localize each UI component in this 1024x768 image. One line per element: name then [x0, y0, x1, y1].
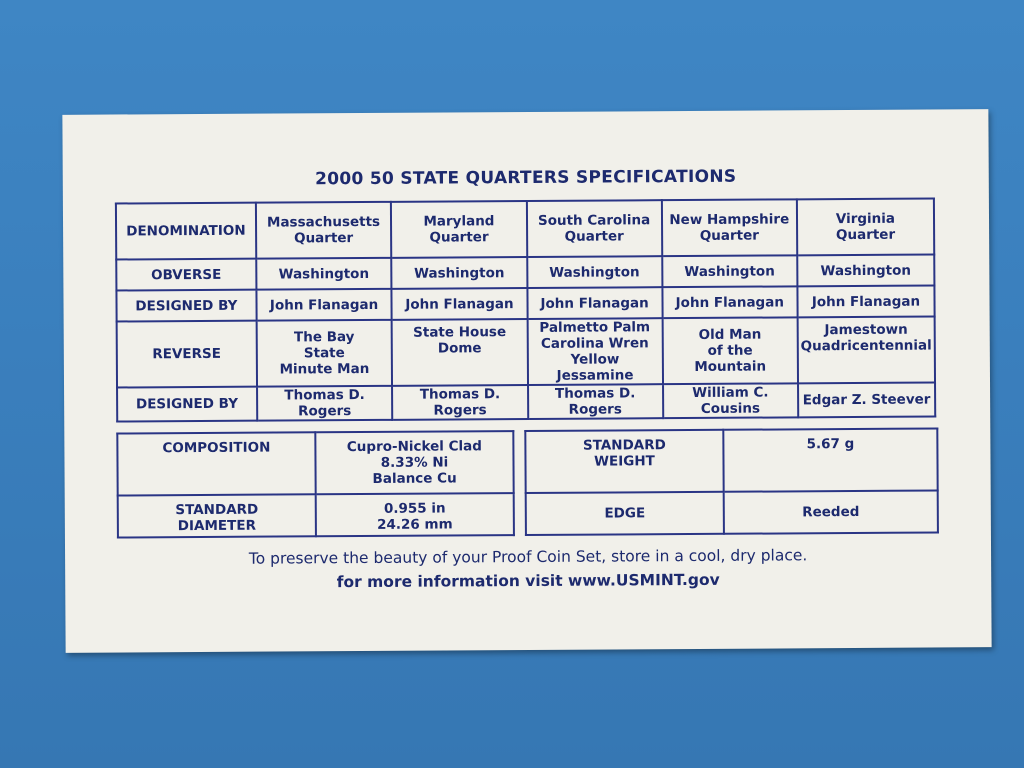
- table-cell: Virginia Quarter: [797, 199, 934, 256]
- spec-label: COMPOSITION: [117, 432, 315, 495]
- table-cell: Washington: [392, 257, 527, 289]
- table-row: [116, 199, 934, 260]
- spec-card: [62, 109, 991, 653]
- table-cell: Thomas D. Rogers: [528, 384, 663, 419]
- table-cell: Massachusetts Quarter: [256, 202, 392, 259]
- spec-label: EDGE: [526, 492, 724, 535]
- table-row: [116, 286, 934, 322]
- row-label: REVERSE: [117, 321, 257, 388]
- table-row: [117, 317, 935, 388]
- quarters-spec-table: [115, 198, 936, 423]
- table-cell: Palmetto Palm Carolina Wren Yellow Jessamine: [527, 318, 663, 385]
- physical-specs-table-right: [524, 427, 939, 536]
- physical-specs-table-left: [116, 430, 515, 538]
- table-row: [117, 431, 513, 495]
- table-cell: New Hampshire Quarter: [662, 199, 798, 256]
- table-row: [118, 493, 514, 537]
- row-label: DESIGNED BY: [116, 290, 256, 322]
- row-label: OBVERSE: [116, 259, 256, 291]
- table-cell: John Flanagan: [392, 288, 527, 320]
- row-label: DESIGNED BY: [117, 387, 257, 422]
- card-title: 2000 50 STATE QUARTERS SPECIFICATIONS: [315, 166, 737, 190]
- table-row: [117, 383, 935, 422]
- table-row: [526, 490, 938, 535]
- spec-label: STANDARD WEIGHT: [525, 430, 723, 493]
- table-cell: William C. Cousins: [663, 383, 798, 418]
- table-cell: Edgar Z. Steever: [798, 383, 935, 418]
- table-cell: John Flanagan: [527, 287, 662, 319]
- row-label: DENOMINATION: [116, 203, 256, 260]
- table-cell: Washington: [256, 258, 392, 290]
- spec-value: Cupro-Nickel Clad 8.33% Ni Balance Cu: [315, 431, 513, 494]
- table-cell: Thomas D. Rogers: [257, 386, 393, 421]
- table-cell: Maryland Quarter: [391, 201, 527, 258]
- table-cell: Jamestown Quadricentennial: [797, 317, 935, 384]
- table-row: [525, 428, 937, 493]
- table-cell: John Flanagan: [797, 286, 934, 318]
- table-cell: Washington: [797, 255, 934, 287]
- storage-note: To preserve the beauty of your Proof Coin Set, store in a cool, dry place.: [248, 546, 808, 568]
- table-cell: Washington: [662, 255, 797, 287]
- table-cell: South Carolina Quarter: [526, 200, 662, 257]
- table-cell: Thomas D. Rogers: [392, 385, 527, 420]
- spec-label: STANDARD DIAMETER: [118, 494, 316, 537]
- spec-value: 0.955 in 24.26 mm: [316, 493, 514, 536]
- table-cell: John Flanagan: [662, 286, 797, 318]
- spec-value: 5.67 g: [723, 428, 937, 491]
- table-cell: John Flanagan: [256, 289, 392, 321]
- table-cell: State House Dome: [392, 319, 528, 386]
- table-cell: The Bay State Minute Man: [256, 320, 392, 387]
- spec-value: Reeded: [724, 490, 938, 533]
- table-cell: Washington: [527, 256, 662, 288]
- more-info-text: for more information visit www.USMINT.gov: [336, 570, 720, 592]
- table-row: [116, 255, 934, 291]
- table-cell: Old Man of the Mountain: [662, 317, 798, 384]
